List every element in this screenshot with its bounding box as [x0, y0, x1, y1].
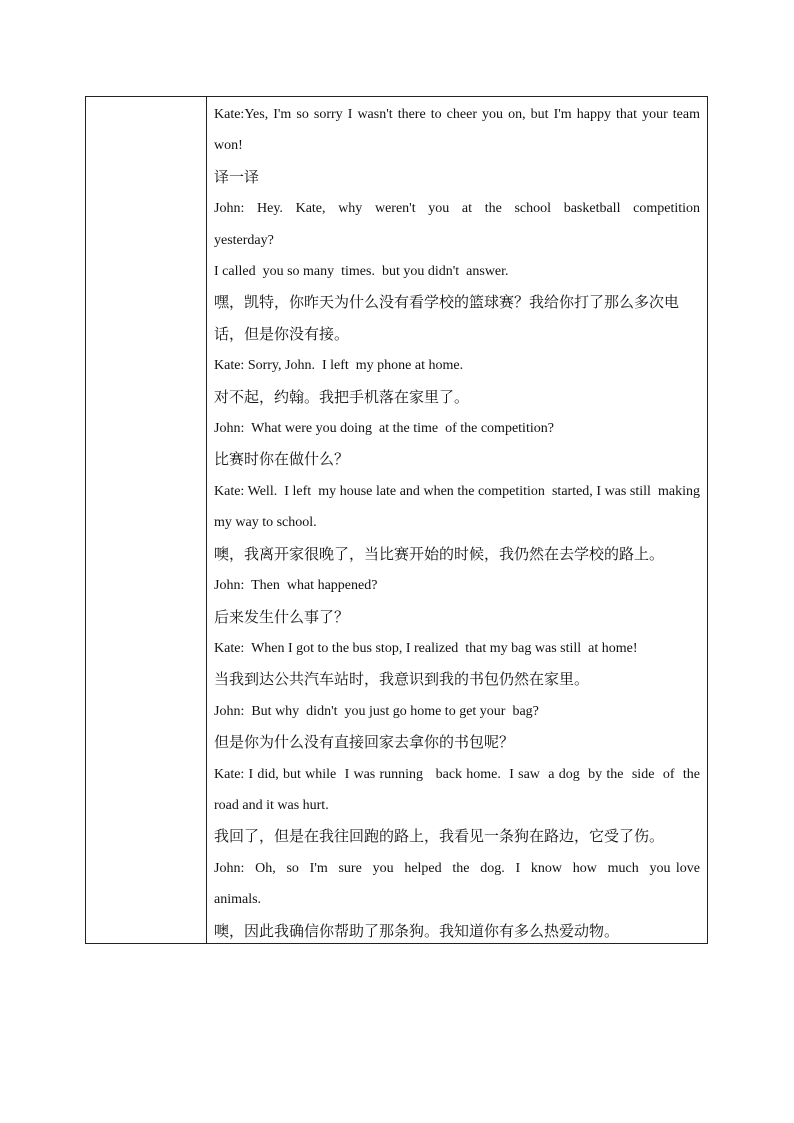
- dialogue-line-kate: Kate: I did, but while I was running back home. I saw a dog by the side of the road and it was hurt.: [214, 766, 704, 813]
- translation-line: 我回了，但是在我往回跑的路上，我看见一条狗在路边，它受了伤。: [214, 827, 665, 846]
- dialogue-line-john: John: Then what happened?: [214, 578, 378, 594]
- dialogue-line-john: John: Oh, so I'm sure you helped the dog. I know how much you love animals.: [214, 860, 707, 908]
- dialogue-line-kate: Kate: Sorry, John. I left my phone at home.: [214, 358, 464, 374]
- dialogue-line-kate: Kate:Yes, I'm so sorry I wasn't there to cheer you on, but I'm happy that your team won!: [214, 107, 704, 154]
- dialogue-line-john: I called you so many times. but you didn't answer.: [214, 264, 509, 280]
- translation-line: 嘿，凯特，你昨天为什么没有看学校的篮球赛？我给你打了那么多次电话，但是你没有接。: [214, 293, 680, 343]
- translation-line: 对不起，约翰。我把手机落在家里了。: [214, 387, 470, 406]
- document-table: [85, 96, 708, 944]
- dialogue-line-john: John: Hey. Kate, why weren't you at the school basketball competition yesterday?: [214, 201, 707, 248]
- translation-line: 后来发生什么事了？: [214, 607, 350, 626]
- dialogue-line-john: John: But why didn't you just go home to get your bag?: [214, 703, 539, 719]
- dialogue-line-kate: Kate: When I got to the bus stop, I realized that my bag was still at home!: [214, 640, 638, 656]
- table-left-cell: [86, 97, 207, 943]
- translation-line: 当我到达公共汽车站时，我意识到我的书包仍然在家里。: [214, 670, 590, 689]
- translation-line: 比赛时你在做什么？: [214, 450, 350, 469]
- translation-line: 噢，我离开家很晚了，当比赛开始的时候，我仍然在去学校的路上。: [214, 544, 665, 563]
- table-right-cell: [207, 97, 707, 943]
- dialogue-line-kate: Kate: Well. I left my house late and when the competition started, I was still making my way to school.: [214, 483, 707, 531]
- dialogue-line-john: John: What were you doing at the time of the competition?: [214, 421, 554, 437]
- translation-line: 但是你为什么没有直接回家去拿你的书包呢？: [214, 733, 515, 752]
- translation-line: 噢，因此我确信你帮助了那条狗。我知道你有多么热爱动物。: [214, 921, 620, 940]
- translate-heading: 译一译: [214, 167, 260, 186]
